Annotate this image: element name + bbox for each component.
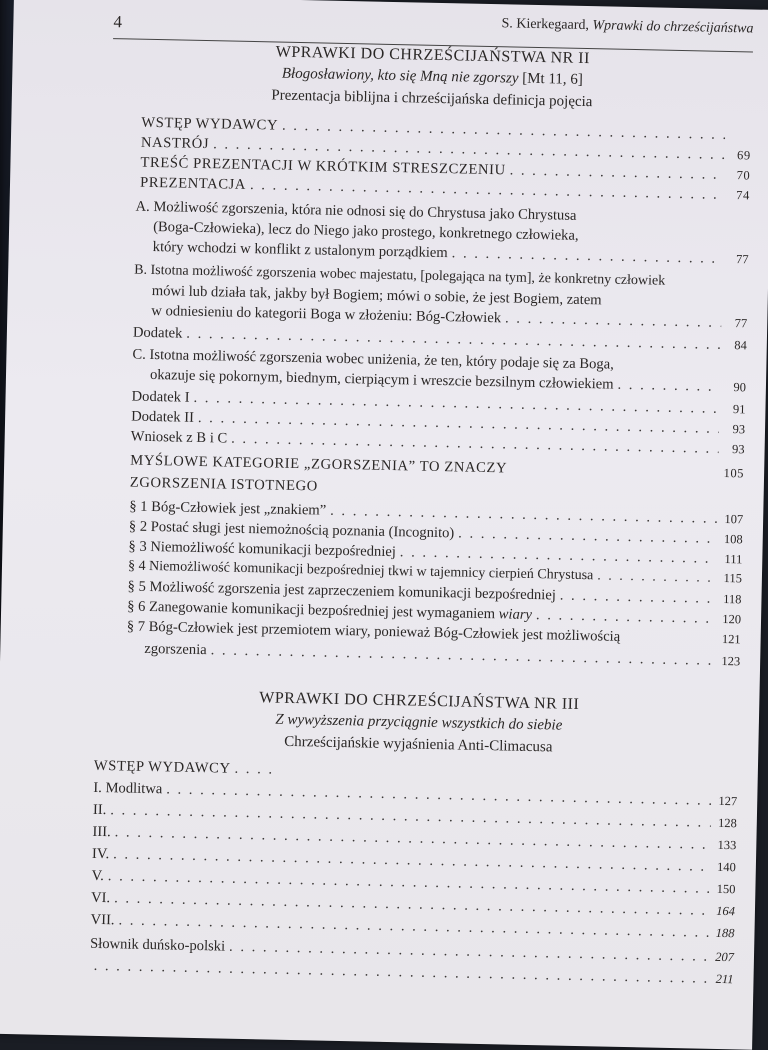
section3-subtitle2: Chrześcijańskie wyjaśnienia Anti-Climacusa	[98, 730, 738, 760]
toc-leader	[234, 761, 274, 779]
toc-entry-label: § 1 Bóg-Człowiek jest „znakiem”	[129, 499, 326, 520]
toc-entry-page: 77	[725, 316, 747, 331]
toc-entry-page: 70	[728, 168, 750, 183]
toc-leader	[560, 588, 716, 608]
page-number: 4	[113, 12, 122, 32]
toc-entry-a-line2: (Boga-Człowieka), lecz do Niego jako prostego, konkretnego człowieka,	[153, 219, 579, 245]
toc-entry-label: zgorszenia	[144, 641, 207, 659]
section3-title: WPRAWKI DO CHRZEŚCIJAŃSTWA NR III	[99, 686, 739, 717]
toc-entry-label: Dodatek	[133, 325, 183, 343]
toc-entry-page: 108	[721, 532, 743, 547]
toc-entry-label: PREZENTACJA	[140, 175, 246, 194]
toc-entry-page: 140	[714, 860, 736, 875]
toc-entry-label: TREŚĆ PREZENTACJI W KRÓTKIM STRESZCZENIU	[140, 155, 506, 180]
toc-categories-line2: ZGORSZENIA ISTOTNEGO	[130, 475, 318, 496]
toc-entry-b-line1: B. Istotna możliwość zgorszenia wobec majestatu, [polegająca na tym], że konkretny człowiek	[134, 263, 665, 290]
toc-entry-label-text: § 6 Zanegowanie komunikacji bezpośredniej jest wymaganiem	[127, 599, 495, 623]
toc-entry-label: NASTRÓJ	[141, 135, 210, 153]
running-title: Wprawki do chrześcijaństwa	[592, 18, 753, 36]
toc-entry-page: 150	[713, 882, 735, 897]
toc-entry-page: 69	[729, 148, 751, 163]
toc-leader	[452, 245, 723, 268]
toc-entry-page: 105	[722, 466, 744, 481]
toc-entry-label: Wniosek z B i C	[131, 429, 228, 448]
toc-entry-page: 127	[715, 794, 737, 809]
toc-entry-label: WSTĘP WYDAWCY	[94, 758, 231, 778]
toc-entry-label: MYŚLOWE KATEGORIE „ZGORSZENIA” TO ZNACZY	[130, 453, 507, 478]
toc-entry-page: 207	[712, 950, 734, 965]
toc-entry-a-line1: A. Możliwość zgorszenia, która nie odnosi się do Chrystusa jako Chrystusa	[135, 199, 576, 225]
toc-entry-page: 74	[728, 188, 750, 203]
toc-entry-label: § 7 Bóg-Człowiek jest przemiotem wiary, ponieważ Bóg-Człowiek jest możliwością	[127, 619, 621, 646]
toc-entry-page: 164	[713, 904, 735, 919]
toc-entry-page: 133	[714, 838, 736, 853]
toc-entry-label: w odniesieniu do kategorii Boga w złożeniu: Bóg-Człowiek	[151, 303, 501, 327]
toc-entry-page: 188	[712, 926, 734, 941]
toc-entry-label: okazuje się pokornym, biednym, cierpiącym i wreszcie bezsilnym człowiekiem	[150, 367, 614, 394]
toc-entry-b-line2: mówi lub działa tak, jakby był Bogiem; mówi o sobie, że jest Bogiem, zatem	[152, 283, 602, 309]
toc-entry-label: V.	[91, 868, 104, 885]
toc-leader	[505, 310, 722, 332]
toc-entry-label: VI.	[91, 890, 110, 907]
section2-subtitle-ref: [Mt 11, 6]	[522, 71, 583, 88]
toc-entry-page: 121	[718, 632, 740, 647]
section3-subtitle: Z wywyższenia przyciągnie wszystkich do siebie	[99, 708, 739, 738]
toc-entry-label: Dodatek I	[131, 389, 189, 407]
toc-entry-label: który wchodzi w konflikt z ustalonym porządkiem	[153, 239, 448, 262]
toc-entry-page: 84	[725, 338, 747, 353]
toc-entry-page: 91	[723, 402, 745, 417]
running-head	[501, 16, 753, 37]
toc-entry-page: 115	[720, 571, 742, 586]
running-author: S. Kierkegaard,	[501, 16, 589, 33]
toc-entry-page: 120	[719, 612, 741, 627]
toc-entry-page: 128	[715, 816, 737, 831]
toc-entry-label: Słownik duńsko-polski	[90, 936, 225, 956]
toc-entry-label: § 2 Postać sługi jest niemożnością poznania (Incognito)	[129, 519, 455, 543]
toc-entry-page: 111	[720, 552, 742, 567]
toc-entry-page: 107	[721, 512, 743, 527]
toc-entry-label: VII.	[90, 912, 114, 929]
toc-entry-label-italic: wiary	[499, 606, 533, 623]
section2-subtitle-italic: Błogosławiony, kto się Mną nie zgorszy	[282, 66, 519, 87]
toc-leader	[597, 568, 716, 586]
toc-entry-label: III.	[92, 824, 111, 841]
toc-leader	[617, 377, 720, 396]
toc-entry-c-line1: C. Istotna możliwość zgorszenia wobec uniżenia, że ten, który podaje się za Boga,	[132, 347, 614, 374]
toc-entry-label: § 5 Możliwość zgorszenia jest zaprzeczeniem komunikacji bezpośredniej	[127, 579, 556, 605]
toc-entry-label: § 4 Niemożliwość komunikacji bezpośredniej tkwi w tajemnicy cierpień Chrystusa	[128, 559, 594, 585]
toc-entry-page: 90	[724, 380, 746, 395]
toc-leader	[536, 607, 715, 628]
toc-entry-page: 93	[723, 422, 745, 437]
toc-entry-label: Dodatek II	[131, 409, 194, 427]
toc-entry-label: § 3 Niemożliwość komunikacji bezpośredniej	[128, 539, 396, 562]
toc-entry-page: 77	[726, 252, 748, 267]
toc-leader	[509, 162, 724, 183]
section2-title: WPRAWKI DO CHRZEŚCIJAŃSTWA NR II	[113, 40, 753, 71]
toc-entry-page: 118	[719, 592, 741, 607]
toc-entry-page: 93	[722, 442, 744, 457]
toc-entry-label: IV.	[92, 846, 110, 863]
toc-entry-page: 211	[711, 972, 733, 987]
toc-entry-label: II.	[93, 802, 107, 819]
toc-entry-label: I. Modlitwa	[93, 780, 162, 798]
section2-subtitle2: Prezentacja biblijna i chrześcijańska definicja pojęcia	[112, 84, 752, 114]
toc-entry-page: 123	[718, 654, 740, 669]
toc-entry-label: WSTĘP WYDAWCY	[141, 115, 278, 135]
